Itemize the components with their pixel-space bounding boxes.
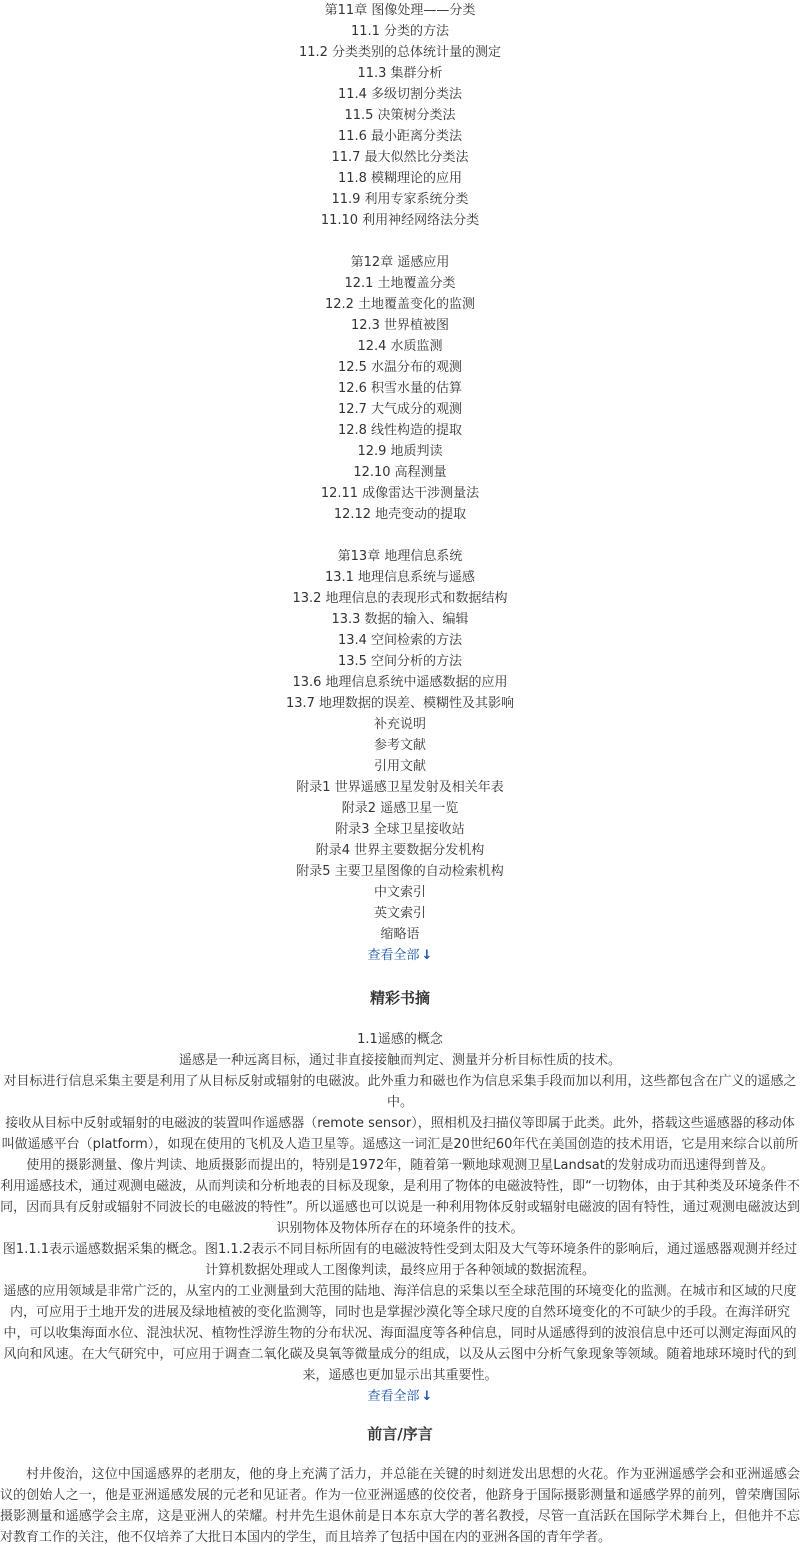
toc-item: 11.10 利用神经网络法分类: [320, 213, 480, 228]
toc-item: 13.3 数据的输入、编辑: [331, 612, 469, 627]
toc-item: 12.10 高程测量: [353, 465, 447, 480]
toc-item: 12.3 世界植被图: [350, 318, 450, 333]
toc-item: 12.11 成像雷达干涉测量法: [320, 486, 480, 501]
toc-item: 11.2 分类类别的总体统计量的测定: [298, 45, 502, 60]
view-all-label: 查看全部: [367, 948, 420, 963]
toc-item: 12.9 地质判读: [357, 444, 443, 459]
view-all-label: 查看全部: [367, 1389, 420, 1404]
toc-item: 附录2 遥感卫星一览: [341, 801, 459, 816]
excerpt-paragraph: 遥感的应用领域是非常广泛的，从室内的工业测量到大范围的陆地、海洋信息的采集以至全球范围的环境变化的监测。在城市和区域的尺度内，可应用于土地开发的进展及绿地植被的变化监测等，同时也是掌握沙漠化等全球尺度的自然环境变化的不可缺少的手段。在海洋研究中，可以收集海面水位、混浊状况、植物性浮游生物的分布状况、海面温度等各种信息，同时从遥感得到的波浪信息中还可以测定海面风的风向和风速。在大气研究中，可应用于调查二氧化碳及臭氧等微量成分的组成，以及从云图中分析气象现象等领域。随着地球环境时代的到来，遥感也更加显示出其重要性。: [3, 1284, 797, 1383]
toc-item: 12.6 积雪水量的估算: [337, 381, 463, 396]
chapter-title: 第13章 地理信息系统: [337, 549, 463, 564]
toc-item: 13.4 空间检索的方法: [337, 633, 463, 648]
toc-item: 12.1 土地覆盖分类: [344, 276, 456, 291]
chapter-12: [0, 252, 800, 525]
toc-item: 附录5 主要卫星图像的自动检索机构: [296, 864, 504, 879]
toc-item: 12.5 水温分布的观测: [337, 360, 463, 375]
toc-item: 13.2 地理信息的表现形式和数据结构: [292, 591, 508, 606]
toc-item: 13.6 地理信息系统中遥感数据的应用: [292, 675, 508, 690]
excerpt-heading: 精彩书摘: [369, 989, 430, 1007]
excerpt-view-all-link[interactable]: [0, 1386, 800, 1407]
arrow-down-icon: ↓: [421, 948, 433, 963]
spacer: [0, 1444, 800, 1464]
spacer: [0, 1008, 800, 1029]
spacer: [0, 1407, 800, 1424]
excerpt-paragraph: 遥感是一种远离目标，通过非直接接触而判定、测量并分析目标性质的技术。: [178, 1053, 621, 1068]
toc-item: 补充说明: [373, 717, 426, 732]
toc-item: 12.7 大气成分的观测: [337, 402, 463, 417]
chapter-13: [0, 546, 800, 945]
toc-item: 13.7 地理数据的误差、模糊性及其影响: [285, 696, 515, 711]
spacer: [0, 525, 800, 546]
toc-item: 缩略语: [380, 927, 420, 942]
toc-item: 11.9 利用专家系统分类: [331, 192, 469, 207]
toc-item: 附录3 全球卫星接收站: [335, 822, 465, 837]
toc-item: 12.4 水质监测: [357, 339, 443, 354]
toc-item: 11.7 最大似然比分类法: [331, 150, 469, 165]
spacer: [0, 231, 800, 252]
excerpt-paragraph: 对目标进行信息采集主要是利用了从目标反射或辐射的电磁波。此外重力和磁也作为信息采集手段而加以利用，这些都包含在广义的遥感之中。: [3, 1074, 797, 1110]
toc-item: 引用文献: [373, 759, 426, 774]
toc-item: 参考文献: [373, 738, 426, 753]
excerpt-section: [0, 1029, 800, 1407]
excerpt-paragraph: 图1.1.1表示遥感数据采集的概念。图1.1.2表示不同目标所固有的电磁波特性受到太阳及大气等环境条件的影响后，通过遥感器观测并经过计算机数据处理或人工图像判读，最终应用于各种领域的数据流程。: [2, 1242, 798, 1278]
toc-item: 11.3 集群分析: [357, 66, 443, 81]
chapter-title: 第12章 遥感应用: [350, 255, 450, 270]
toc-item: 英文索引: [373, 906, 426, 921]
toc-item: 11.6 最小距离分类法: [337, 129, 463, 144]
toc-item: 13.1 地理信息系统与遥感: [324, 570, 476, 585]
preface-section: [0, 1464, 800, 1548]
toc-item: 13.5 空间分析的方法: [337, 654, 463, 669]
excerpt-subtitle: 1.1遥感的概念: [357, 1032, 443, 1047]
toc-item: 11.4 多级切割分类法: [337, 87, 463, 102]
arrow-down-icon: ↓: [421, 1389, 433, 1404]
toc-item: 附录4 世界主要数据分发机构: [315, 843, 485, 858]
preface-paragraph: 村井俊治，这位中国遥感界的老朋友，他的身上充满了活力，并总能在关键的时刻迸发出思想的火花。作为亚洲遥感学会和亚洲遥感会议的创始人之一，他是亚洲遥感发展的元老和见证者。作为一位亚洲遥感的佼佼者，他跻身于国际摄影测量和遥感学界的前列，曾荣膺国际摄影测量和遥感学会主席，这是亚洲人的荣耀。村井先生退休前是日本东京大学的著名教授，尽管一直活跃在国际学术舞台上，但他并不忘对教育工作的关注，他不仅培养了大批日本国内的学生，而且培养了包括中国在内的亚洲各国的青年学者。: [0, 1467, 800, 1545]
toc-item: 12.12 地壳变动的提取: [333, 507, 467, 522]
toc-item: 附录1 世界遥感卫星发射及相关年表: [296, 780, 504, 795]
excerpt-paragraph: 接收从目标中反射或辐射的电磁波的装置叫作遥感器（remote sensor），照相机及扫描仪等即属于此类。此外，搭载这些遥感器的移动体叫做遥感平台（platform），如现在使用的飞机及人造卫星等。遥感这一词汇是20世纪60年代在美国创造的技术用语，它是用来综合以前所使用的摄影测量、像片判读、地质摄影而提出的，特别是1972年，随着第一颗地球观测卫星Landsat的发射成功而迅速得到普及。: [1, 1116, 799, 1173]
toc-item: 11.8 模糊理论的应用: [337, 171, 463, 186]
toc-item: 12.8 线性构造的提取: [337, 423, 463, 438]
toc-item: 11.1 分类的方法: [350, 24, 450, 39]
excerpt-paragraph: 利用遥感技术，通过观测电磁波，从而判读和分析地表的目标及现象，是利用了物体的电磁波特性，即“一切物体，由于其种类及环境条件不同，因而具有反射或辐射不同波长的电磁波的特性”。所以遥感也可以说是一种利用物体反射或辐射电磁波的固有特性，通过观测电磁波达到识别物体及物体所存在的环境条件的技术。: [0, 1179, 800, 1236]
preface-heading: 前言/序言: [367, 1425, 433, 1443]
spacer: [0, 966, 800, 988]
toc-item: 11.5 决策树分类法: [344, 108, 456, 123]
toc-view-all-link[interactable]: [0, 945, 800, 966]
chapter-title: 第11章 图像处理——分类: [324, 3, 476, 18]
toc-item: 中文索引: [373, 885, 426, 900]
chapter-11: [0, 0, 800, 231]
toc-item: 12.2 土地覆盖变化的监测: [324, 297, 476, 312]
